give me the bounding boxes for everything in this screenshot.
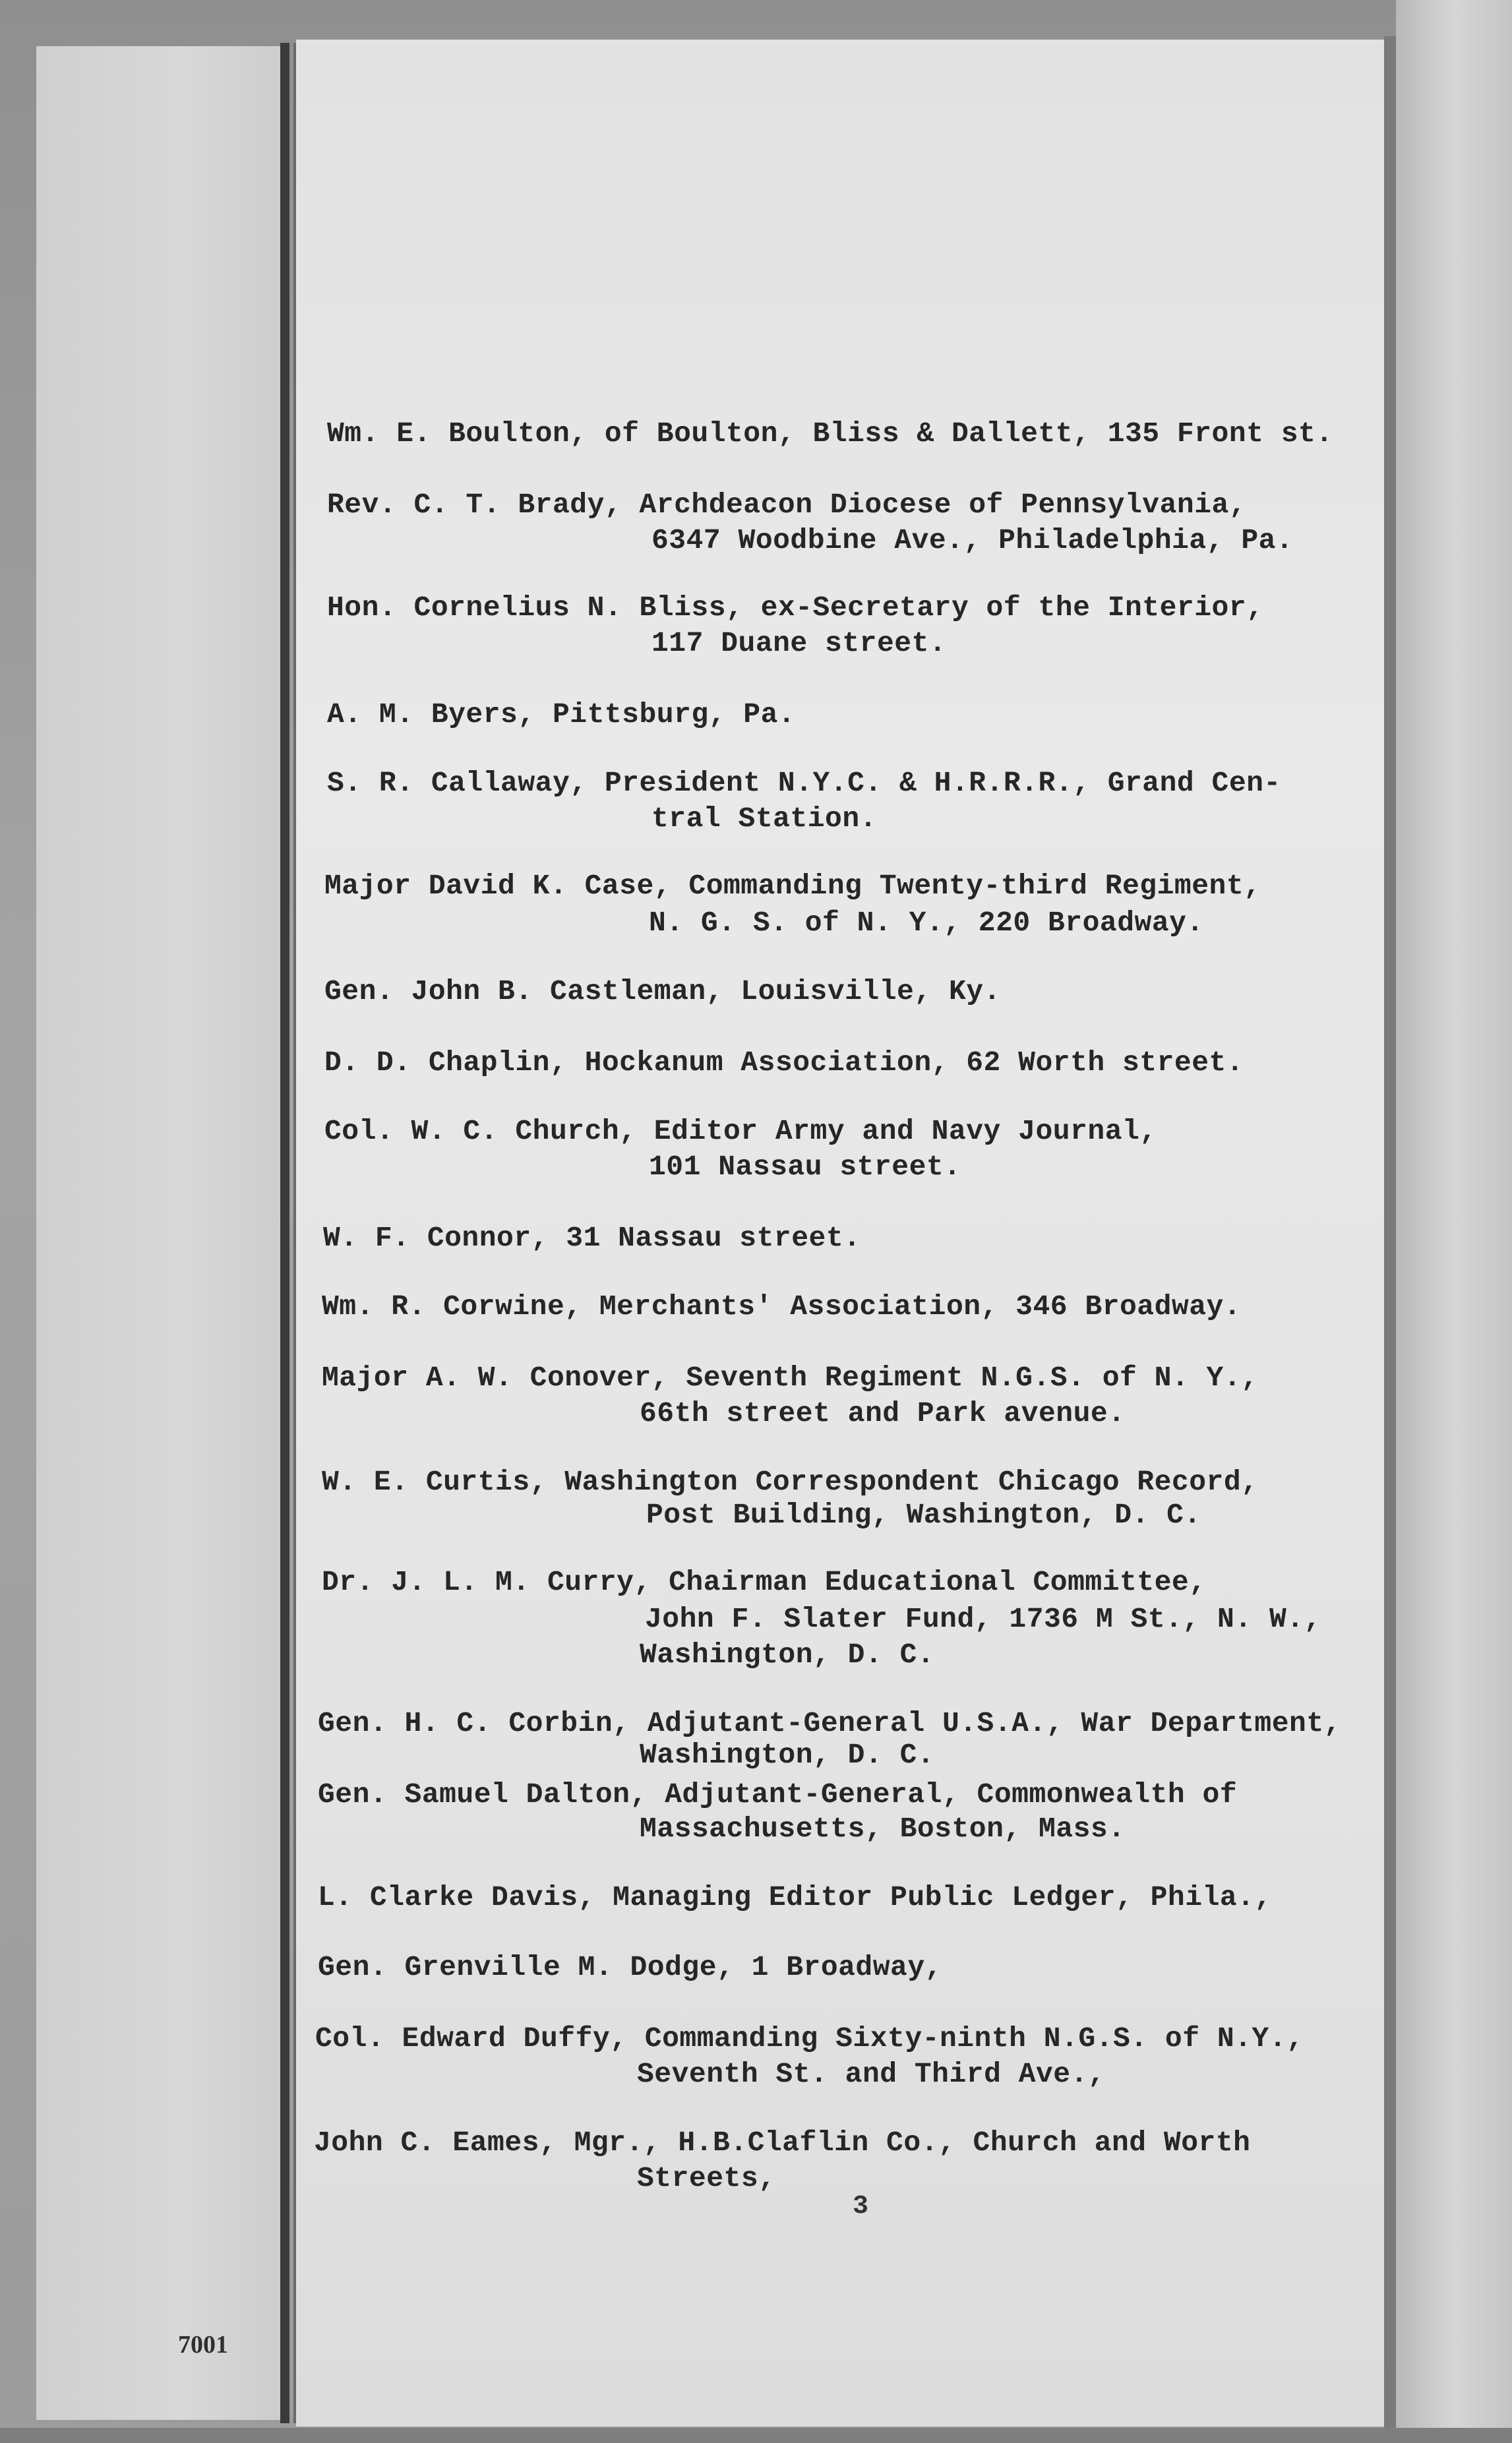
entry-line: John C. Eames, Mgr., H.B.Claflin Co., Church and Worth xyxy=(314,2126,1251,2159)
entry-line: Gen. John B. Castleman, Louisville, Ky. xyxy=(324,975,1001,1008)
document-id: 7001 xyxy=(178,2331,228,2359)
entry-continuation: N. G. S. of N. Y., 220 Broadway. xyxy=(649,907,1204,939)
entry-line: Gen. Grenville M. Dodge, 1 Broadway, xyxy=(318,1951,942,1983)
entry-line: W. F. Connor, 31 Nassau street. xyxy=(323,1222,861,1254)
entry-line: Wm. R. Corwine, Merchants' Association, 346 Broadway. xyxy=(322,1290,1242,1323)
entry-continuation: tral Station. xyxy=(651,802,877,835)
entry-line: Col. Edward Duffy, Commanding Sixty-ninth N.G.S. of N.Y., xyxy=(315,2022,1304,2055)
page-number: 3 xyxy=(853,2192,869,2221)
entry-line: Dr. J. L. M. Curry, Chairman Educational Committee, xyxy=(322,1566,1207,1598)
entry-line: Gen. Samuel Dalton, Adjutant-General, Commonwealth of xyxy=(318,1778,1238,1811)
entry-continuation: 66th street and Park avenue. xyxy=(640,1397,1126,1430)
entry-continuation: 117 Duane street. xyxy=(651,627,947,659)
entry-line: Col. W. C. Church, Editor Army and Navy Journal, xyxy=(324,1115,1157,1147)
entry-line: A. M. Byers, Pittsburg, Pa. xyxy=(327,698,796,731)
entry-line: Gen. H. C. Corbin, Adjutant-General U.S.A., War Department, xyxy=(318,1707,1341,1739)
entry-continuation: John F. Slater Fund, 1736 M St., N. W., xyxy=(645,1603,1321,1635)
entry-line: L. Clarke Davis, Managing Editor Public Ledger, Phila., xyxy=(318,1881,1272,1914)
entry-line: W. E. Curtis, Washington Correspondent Chicago Record, xyxy=(322,1466,1259,1498)
entry-continuation: Washington, D. C. xyxy=(640,1739,935,1771)
entry-line: D. D. Chaplin, Hockanum Association, 62 Worth street. xyxy=(324,1046,1244,1079)
entry-line: Rev. C. T. Brady, Archdeacon Diocese of Pennsylvania, xyxy=(327,489,1247,521)
entry-continuation: Post Building, Washington, D. C. xyxy=(646,1499,1201,1531)
entry-line: Hon. Cornelius N. Bliss, ex-Secretary of the Interior, xyxy=(327,591,1264,624)
entry-continuation: Washington, D. C. xyxy=(640,1639,935,1671)
entry-line: Wm. E. Boulton, of Boulton, Bliss & Dallett, 135 Front st. xyxy=(327,417,1333,450)
entry-continuation: 6347 Woodbine Ave., Philadelphia, Pa. xyxy=(651,524,1294,557)
entry-continuation: Streets, xyxy=(637,2162,776,2194)
entry-line: Major David K. Case, Commanding Twenty-third Regiment, xyxy=(324,870,1261,902)
entry-continuation: Massachusetts, Boston, Mass. xyxy=(640,1813,1126,1845)
entry-line: Major A. W. Conover, Seventh Regiment N.G.S. of N. Y., xyxy=(322,1362,1259,1394)
entry-continuation: Seventh St. and Third Ave., xyxy=(637,2058,1106,2090)
entry-continuation: 101 Nassau street. xyxy=(649,1151,961,1183)
entry-line: S. R. Callaway, President N.Y.C. & H.R.R.R., Grand Cen- xyxy=(327,767,1281,799)
